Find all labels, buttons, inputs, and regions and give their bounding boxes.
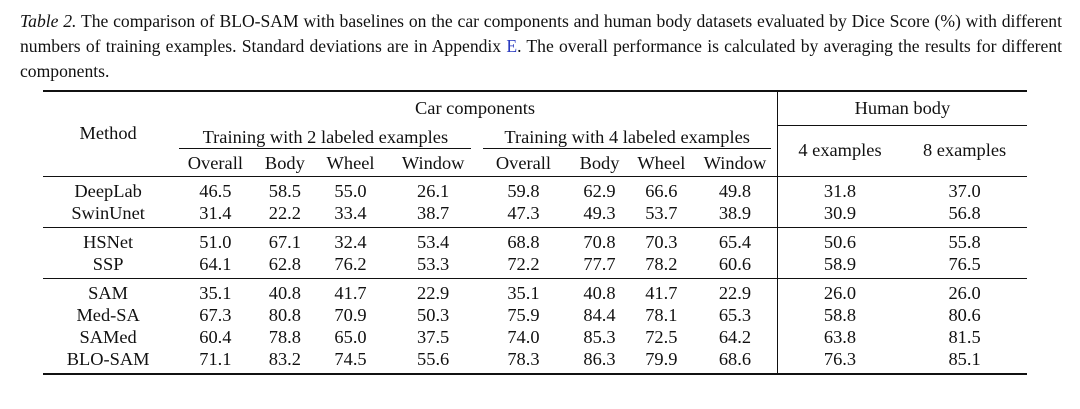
- value-cell: 53.3: [417, 253, 450, 274]
- subcol-window: Window: [693, 151, 777, 177]
- subcol-window: Window: [401, 152, 465, 173]
- value-cell: 53.7: [645, 202, 678, 223]
- value-cell: 72.2: [507, 253, 540, 274]
- subcol-wheel: Wheel: [637, 152, 686, 173]
- car-components-header: Car components: [173, 91, 777, 126]
- value-cell: 26.0: [777, 278, 902, 304]
- value-cell: 49.3: [583, 202, 616, 223]
- value-cell: 80.8: [268, 304, 301, 325]
- value-cell: 77.7: [583, 253, 616, 274]
- table-row: [43, 326, 1027, 348]
- value-cell: 26.1: [389, 176, 478, 202]
- value-cell: 75.9: [507, 304, 540, 325]
- value-cell: 37.0: [902, 176, 1027, 202]
- caption-text-1: The comparison of BLO-SAM with baselines on the car components and human body datasets evaluated by Dice Score (%) with different numbers of training examples. Standard deviations are in Appendix: [20, 11, 1062, 56]
- value-cell: 84.4: [583, 304, 616, 325]
- human-body-header: Human body: [777, 91, 1027, 126]
- value-cell: 70.8: [569, 227, 629, 253]
- table-row: [43, 227, 1027, 253]
- value-cell: 50.3: [417, 304, 450, 325]
- value-cell: 31.8: [777, 176, 902, 202]
- value-cell: 40.8: [258, 278, 313, 304]
- method-cell: SSP: [92, 253, 124, 274]
- value-cell: 85.1: [902, 348, 1027, 374]
- value-cell: 33.4: [334, 202, 367, 223]
- subcol-body: Body: [579, 152, 620, 173]
- value-cell: 22.2: [268, 202, 301, 223]
- value-cell: 63.8: [823, 326, 857, 347]
- value-cell: 58.8: [823, 304, 857, 325]
- table-row: [43, 348, 1027, 374]
- value-cell: 35.1: [477, 278, 569, 304]
- results-table: [43, 90, 1027, 375]
- value-cell: 76.3: [777, 348, 902, 374]
- value-cell: 41.7: [312, 278, 389, 304]
- subcol-body: Body: [264, 152, 305, 173]
- value-cell: 65.4: [693, 227, 777, 253]
- human-col-8-examples: 8 examples: [902, 126, 1027, 177]
- value-cell: 81.5: [948, 326, 981, 347]
- value-cell: 37.5: [417, 326, 450, 347]
- appendix-link[interactable]: E: [506, 36, 518, 56]
- value-cell: 83.2: [258, 348, 313, 374]
- value-cell: 65.0: [334, 326, 367, 347]
- value-cell: 76.5: [948, 253, 981, 274]
- caption-label: Table 2.: [20, 11, 77, 31]
- value-cell: 67.1: [258, 227, 313, 253]
- subcol-overall: Overall: [495, 152, 552, 173]
- value-cell: 78.8: [268, 326, 301, 347]
- method-cell: SAM: [43, 278, 173, 304]
- value-cell: 35.1: [173, 278, 257, 304]
- method-cell: Med-SA: [76, 304, 140, 325]
- value-cell: 78.1: [645, 304, 678, 325]
- table-row: [43, 202, 1027, 228]
- value-cell: 72.5: [645, 326, 678, 347]
- human-col-4-examples: 4 examples: [777, 126, 902, 177]
- method-cell: SwinUnet: [71, 202, 145, 223]
- value-cell: 55.8: [902, 227, 1027, 253]
- value-cell: 38.9: [693, 202, 777, 228]
- value-cell: 49.8: [693, 176, 777, 202]
- value-cell: 38.7: [417, 202, 450, 223]
- table-row: [43, 176, 1027, 202]
- value-cell: 40.8: [569, 278, 629, 304]
- method-cell: BLO-SAM: [43, 348, 173, 374]
- value-cell: 76.2: [334, 253, 367, 274]
- value-cell: 58.5: [258, 176, 313, 202]
- value-cell: 60.4: [199, 326, 232, 347]
- value-cell: 67.3: [199, 304, 232, 325]
- value-cell: 71.1: [173, 348, 257, 374]
- value-cell: 56.8: [948, 202, 981, 223]
- table-row: [43, 253, 1027, 279]
- value-cell: 64.1: [199, 253, 232, 274]
- value-cell: 78.3: [477, 348, 569, 374]
- value-cell: 86.3: [569, 348, 629, 374]
- caption-text-2: . The overall performance is calculated by averaging the results for different components.: [20, 36, 1063, 81]
- value-cell: 60.6: [693, 253, 777, 279]
- table-row: [43, 278, 1027, 304]
- value-cell: 31.4: [199, 202, 232, 223]
- value-cell: 78.2: [645, 253, 678, 274]
- value-cell: 55.0: [312, 176, 389, 202]
- value-cell: 64.2: [693, 326, 777, 348]
- value-cell: 70.3: [630, 227, 693, 253]
- value-cell: 74.0: [507, 326, 540, 347]
- value-cell: 50.6: [777, 227, 902, 253]
- method-cell: SAMed: [79, 326, 137, 347]
- value-cell: 68.8: [477, 227, 569, 253]
- group-4-examples-header: Training with 4 labeled examples: [477, 126, 777, 151]
- value-cell: 51.0: [173, 227, 257, 253]
- value-cell: 74.5: [312, 348, 389, 374]
- value-cell: 65.3: [693, 304, 777, 326]
- value-cell: 32.4: [312, 227, 389, 253]
- value-cell: 46.5: [173, 176, 257, 202]
- value-cell: 26.0: [902, 278, 1027, 304]
- value-cell: 47.3: [507, 202, 540, 223]
- value-cell: 85.3: [583, 326, 616, 347]
- subcol-overall: Overall: [187, 152, 243, 173]
- table-caption: [20, 9, 1062, 84]
- value-cell: 41.7: [630, 278, 693, 304]
- value-cell: 22.9: [389, 278, 478, 304]
- value-cell: 62.9: [569, 176, 629, 202]
- value-cell: 30.9: [823, 202, 857, 223]
- value-cell: 80.6: [948, 304, 981, 325]
- value-cell: 58.9: [823, 253, 857, 274]
- group-2-examples-header: Training with 2 labeled examples: [173, 126, 477, 151]
- value-cell: 55.6: [389, 348, 478, 374]
- value-cell: 66.6: [630, 176, 693, 202]
- subcol-wheel: Wheel: [326, 152, 375, 173]
- table-row: [43, 304, 1027, 326]
- method-cell: DeepLab: [43, 176, 173, 202]
- value-cell: 62.8: [268, 253, 301, 274]
- method-cell: HSNet: [43, 227, 173, 253]
- value-cell: 68.6: [693, 348, 777, 374]
- value-cell: 70.9: [334, 304, 367, 325]
- value-cell: 79.9: [630, 348, 693, 374]
- value-cell: 22.9: [693, 278, 777, 304]
- value-cell: 53.4: [389, 227, 478, 253]
- value-cell: 59.8: [477, 176, 569, 202]
- method-header: Method: [43, 91, 173, 176]
